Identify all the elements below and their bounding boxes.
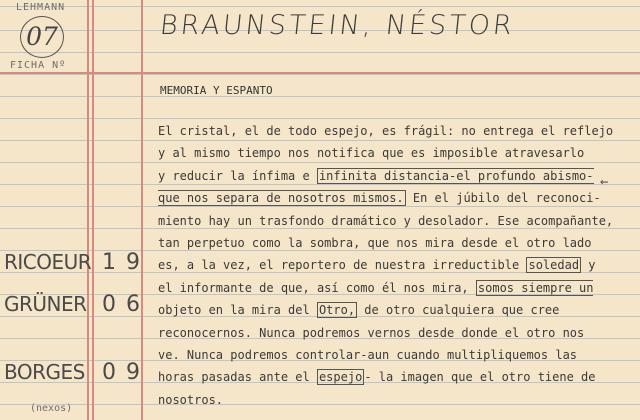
- body-line: [158, 169, 594, 183]
- links-label: (nexos): [30, 403, 73, 414]
- margin-rule-left-2: [92, 0, 94, 420]
- text-segment: de otro cualquiera que cree: [357, 303, 560, 318]
- bracketed-phrase: que nos separa de nosotros mismos.: [158, 191, 404, 206]
- body-line: [158, 258, 596, 272]
- body-line: [158, 124, 613, 138]
- body-line: [158, 326, 584, 340]
- cross-reference-name: RICOEUR: [4, 250, 92, 274]
- author-name: BRAUNSTEIN, NÉSTOR: [158, 10, 517, 41]
- text-segment: En el júbilo del reconoci-: [405, 191, 601, 206]
- cross-reference-number: 19: [102, 250, 150, 275]
- catalog-name: LEHMANN: [16, 2, 66, 13]
- boxed-word: espejo: [318, 370, 363, 385]
- text-segment: y: [581, 258, 596, 273]
- bracketed-phrase: somos siempre un: [477, 280, 594, 295]
- text-segment: el informante de que, así como él nos mira,: [158, 280, 476, 295]
- cross-reference-number: 09: [102, 360, 150, 385]
- boxed-word: soledad: [528, 258, 580, 273]
- entry-title: MEMORIA Y ESPANTO: [160, 84, 273, 97]
- text-segment: tan perpetuo como la sombra, que nos mira desde el otro lado: [158, 236, 592, 250]
- cross-reference-name: GRÜNER: [4, 292, 87, 316]
- body-line: [158, 348, 577, 362]
- text-segment: reconocernos. Nunca podremos vernos desde donde el otro nos: [158, 325, 585, 340]
- body-line: [158, 214, 613, 228]
- text-segment: objeto en la mira del: [158, 303, 317, 318]
- text-segment: y al mismo tiempo nos notifica que es imposible atravesarlo: [158, 146, 585, 161]
- body-line: [158, 146, 584, 160]
- cross-reference-number: 06: [102, 292, 150, 317]
- body-line: [158, 393, 223, 407]
- text-segment: es, a la vez, el reportero de nuestra irreductible: [158, 258, 527, 273]
- text-segment: El cristal, el de todo espejo, es frágil: no entrega el reflejo: [158, 124, 614, 138]
- cross-reference-name: BORGES: [4, 360, 85, 384]
- body-line: [158, 281, 593, 295]
- card-number-label: FICHA Nº: [10, 60, 67, 71]
- text-segment: ve. Nunca podremos controlar-aun cuando multipliquemos las: [158, 348, 578, 362]
- margin-rule-right: [141, 0, 143, 420]
- margin-arrow-icon: ←: [600, 174, 609, 190]
- text-segment: nosotros.: [158, 392, 224, 407]
- text-segment: y reducir la ínfima e: [158, 168, 317, 183]
- margin-rule-left: [87, 0, 89, 420]
- boxed-word: Otro,: [318, 303, 356, 318]
- text-segment: horas pasadas ante el: [158, 370, 317, 385]
- bracketed-phrase: infinita distancia-el profundo abismo-: [318, 168, 594, 183]
- card-number: 07: [20, 16, 64, 58]
- header-rule: [0, 72, 640, 74]
- body-line: [158, 303, 559, 317]
- body-line: [158, 191, 601, 205]
- text-segment: - la imagen que el otro tiene de: [364, 370, 596, 385]
- body-line: [158, 370, 596, 384]
- body-line: [158, 236, 591, 250]
- text-segment: miento hay un trasfondo dramático y desolador. Ese acompañante,: [158, 213, 614, 228]
